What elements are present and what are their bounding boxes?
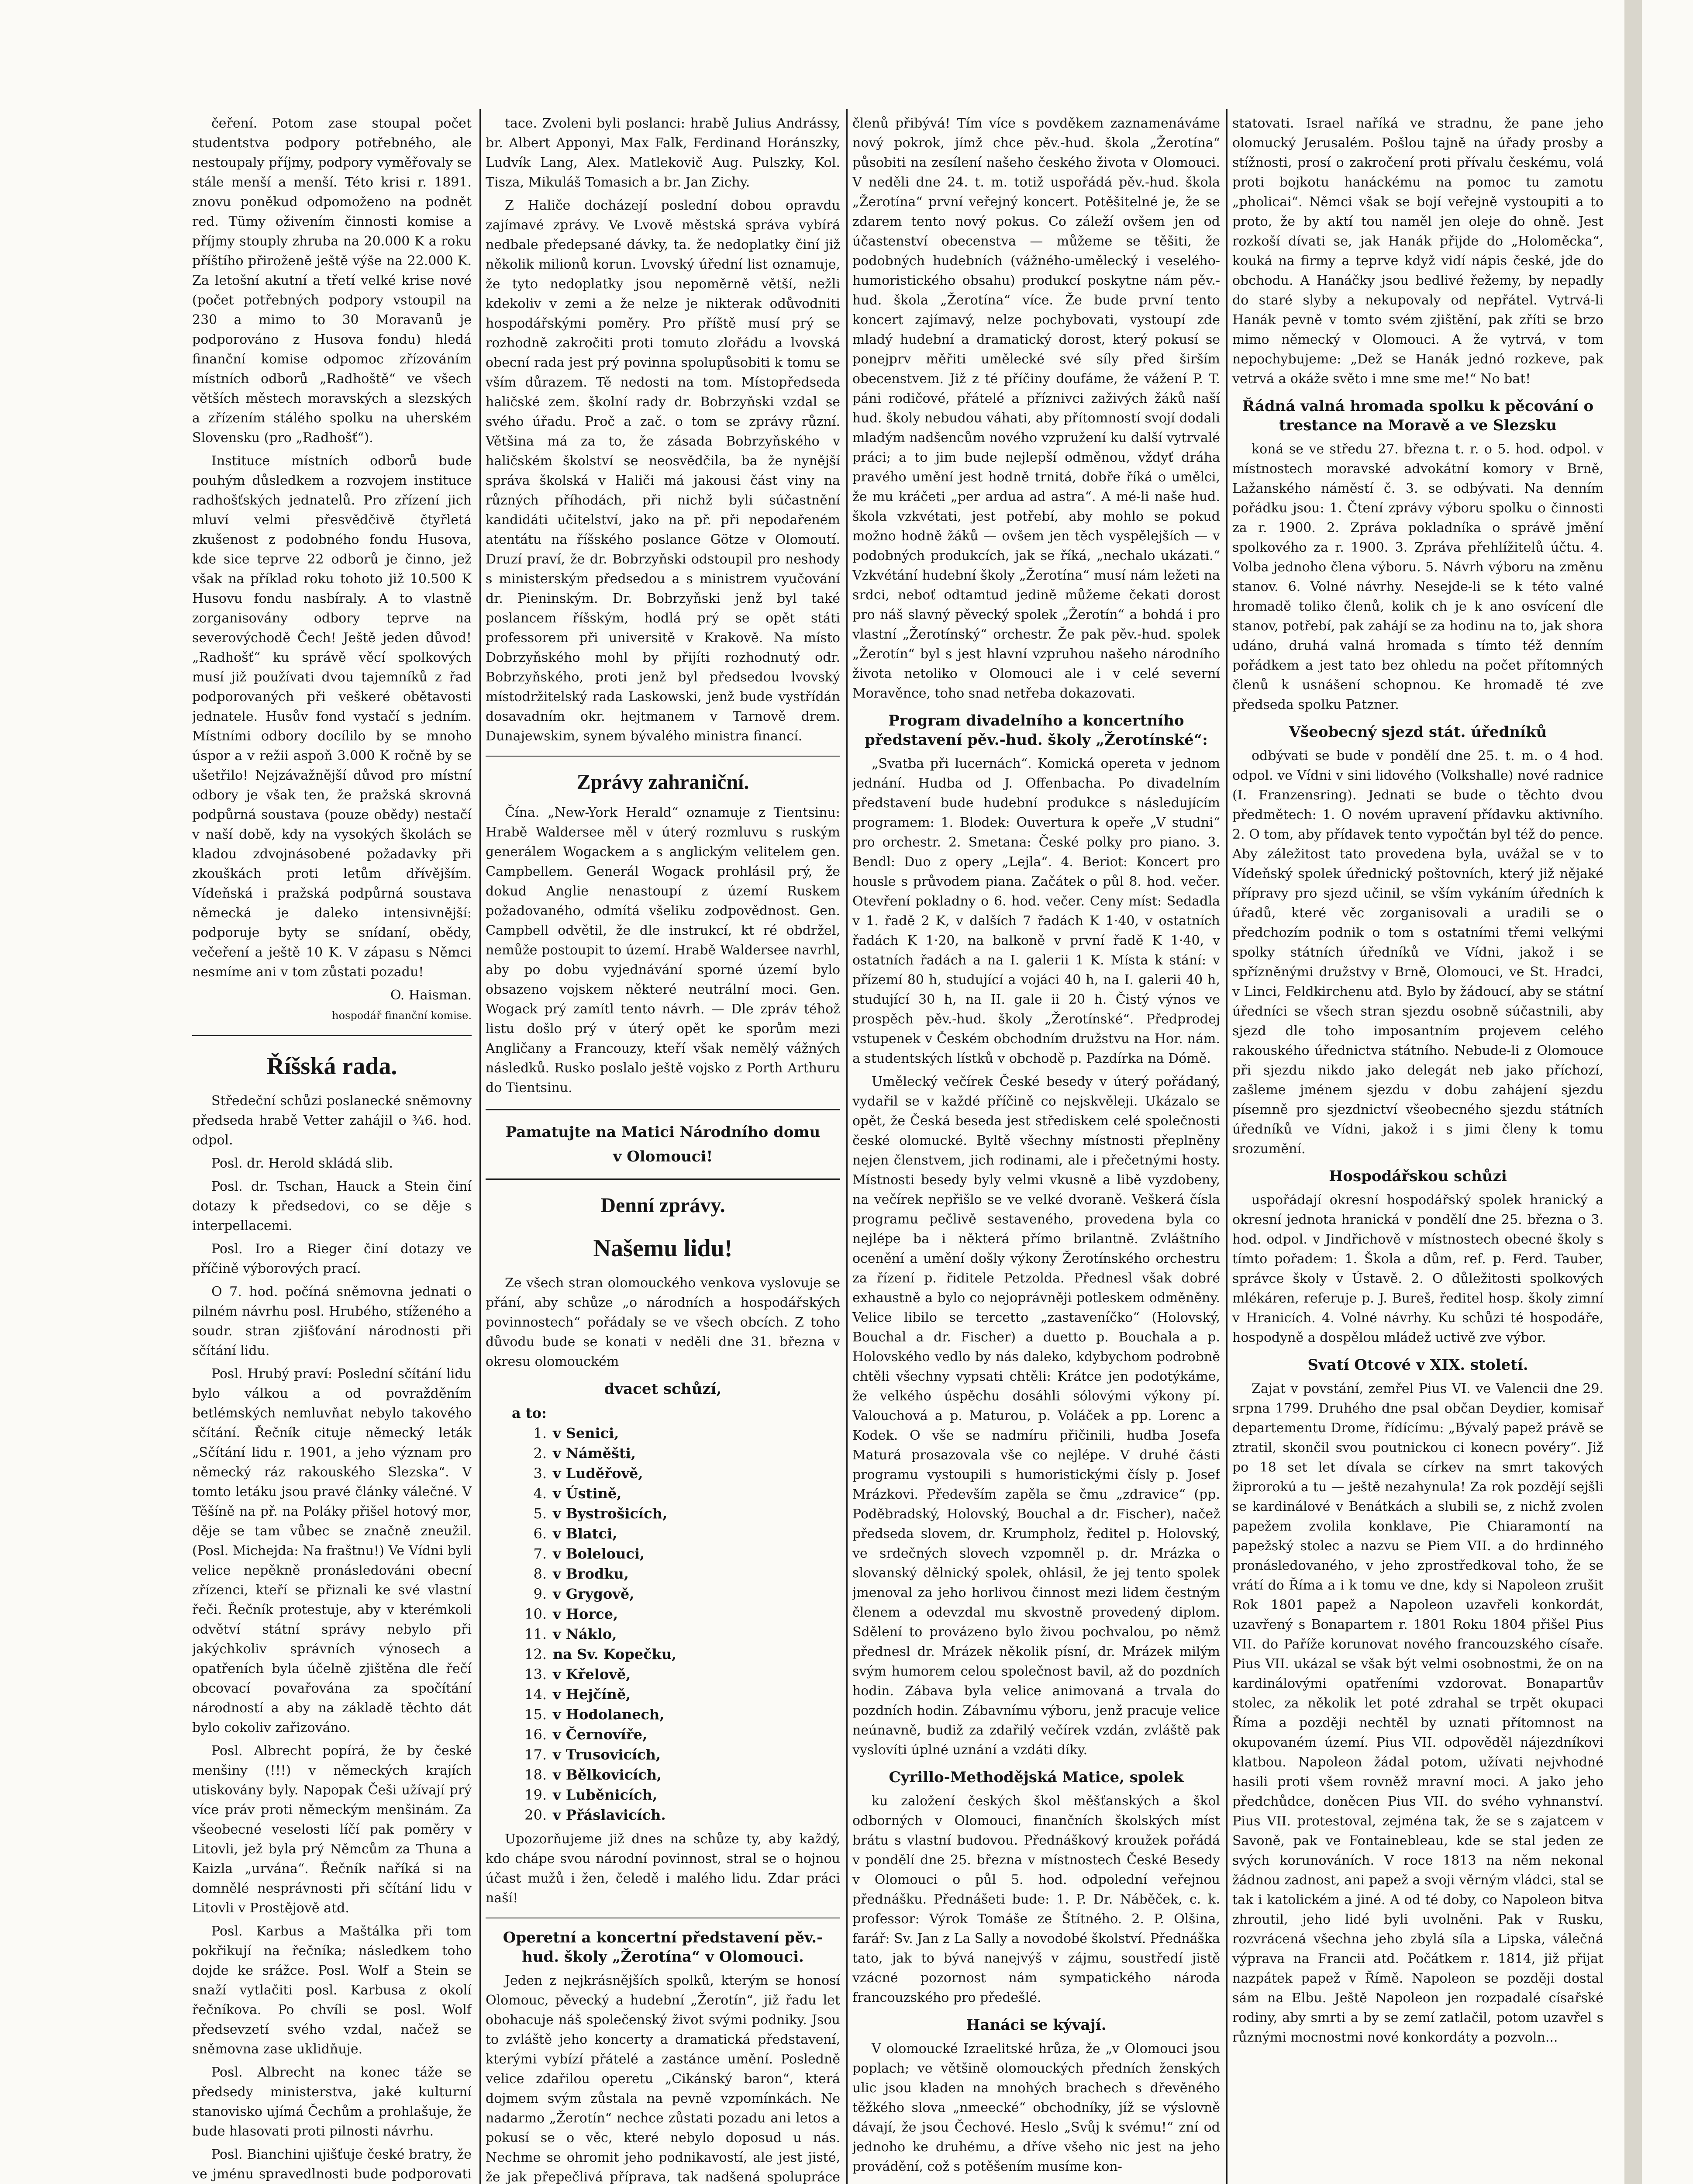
notice-line: v Olomouci! (613, 1148, 713, 1165)
column-rule (846, 109, 848, 2184)
subheading: Cyrillo-Methodějská Matice, spolek (889, 1769, 1184, 1786)
paragraph: Z Haliče docházejí poslední dobou opravdu zajímavé zprávy. Ve Lvově městská správa vybírá nedbale předepsané dávky, ta. že nedoplatky činí již několik milionů korun. Lvovský úřední list oznamuje, že tyto nedoplatky jsou nepoměrně větší, nežli kdekoliv v zemi a že nelze je nikterak odůvodniti hospodářskými poměry. Pro příště musí prý se rozhodně zakročiti proti tomuto zlořádu a lvovská obecní rada jest prý povinna spolupůsobiti k tomu se vším důrazem. Tě nedosti na tom. Místopředseda haličské zem. školní rady dr. Bobrzyňski vzdal se svého úřadu. Proč a zač. o tom se zprávy různí. Většina má za to, že zásada Bobrzyňského v haličském školství se neosvědčila, ba že nynější správa školská v Haliči má jakousi část viny na různých příhodách, při nichž byli súčastnění kandidáti učitelství, jako na př. při nepodařeném atentátu na říšského poslance Götze v Olomoutí. Druzí praví, že dr. Bobrzyňski odstoupil pro neshody s ministerským předsedou a s ministrem vyučování dr. Pieninským. Dr. Bobrzyňski jenž byl také poslancem říšským, hodlá prý se opět státi professorem při universitě v Krakově. Na místo Dobrzyňského mohl by přijíti rozhodnutý odr. Bobrzyňského, proti jenž byl předsedou lvovský místodržitelský rada Laskowski, jenž bude vystřídán dosavadním okr. hejtmanem v Tarnově drem. Dunajewskim, synem bývalého ministra financí. (486, 198, 840, 744)
list-item: 4. v Ústině, (533, 1485, 622, 1502)
paragraph: Instituce místních odborů bude pouhým důsledkem a rozvojem instituce radhošťských jednatelů. Pro zřízení jich mluví velmi přesvědčivě čtyřletá zkušenost z podobného fondu Husova, kde sice teprve 22 odborů je činno, jež však na příklad roku tohoto již 10.500 K Husovu fondu nasbíraly. A to vlastně zorganisovány odbory teprve na severovýchodě Čech! Ještě jeden důvod! „Radhošť“ ku správě věcí spolkových musí již používati dvou tajemníků z řad podporovaných při veškeré obětavosti jednatele. Husův fond vystačí s jedním. Místními odbory docílilo by se mnoho úspor a v režii aspoň 3.000 K ročně by se ušetřilo! Nejzávažnější důvod pro místní odbory je však ten, že pražská skrovná podpůrná soustava (pouze obědy) nestačí v naší době, kdy na vysokých školách se kladou zdvojnásobené požadavky při zkouškách proti letům dřívějším. Vídeňská i pražská podpůrná soustava německá je daleko intensivnější: podporuje byty se snídaní, obědy, večeření a ještě 10 K. V zápasu s Němci nesmíme ani v tom zůstati pozadu! (192, 453, 472, 980)
list-item: 5. v Bystrošicích, (533, 1505, 668, 1522)
paragraph: Posl. Bianchini ujišťuje české bratry, že ve jménu spravedlnosti bude podporovati (192, 2147, 472, 2182)
divider (486, 1109, 840, 1110)
list-item: 20. v Přáslavicích. (524, 1807, 666, 1823)
paragraph: Posl. Hrubý praví: Poslední sčítání lidu bylo válkou a od povražděním betlémských nemluvňat nebylo takového sčítání. Řečník cituje německý leták „Sčítání lidu r. 1901, a jeho význam pro německý ráz rakouského Slezska“. V tomto letáku jsou pravé články válečné. V Těšíně na př. na Poláky přišel hotový mor, děje se tam vůbec se značně zneužil. (Posl. Michejda: Na fraštnu!) Ve Vídni byli velice nepěkně pronásledováni obecní zřízenci, kteří se přiznali ke své vlastní řeči. Řečník protestuje, aby v kterémkoli odvětví státní správy nebylo při jakýchkoliv správních výnosech a opatřeních byla účelně zjištěna dle řečí obcovací povařována za spočítání národností a aby na základě těchto dát bylo cokoliv zařizováno. (192, 1366, 472, 1735)
column-3 (852, 114, 1220, 2184)
list-item: 12. na Sv. Kopečku, (524, 1646, 677, 1662)
column-1 (192, 114, 472, 2184)
signature-role: hospodář finanční komise. (332, 1009, 472, 1022)
paragraph: O 7. hod. počíná sněmovna jednati o pilném návrhu posl. Hrubého, stíženého a soudr. stran zjišťování národnosti při sčítání lidu. (192, 1284, 472, 1358)
section-title: Zprávy zahraniční. (576, 771, 749, 794)
paragraph: Čína. „New-York Herald“ oznamuje z Tientsinu: Hrabě Waldersee měl v úterý rozmluvu s ruským generálem Wogackem a s anglickým velitelem gen. Campbellem. Generál Wogack prohlásil prý, že dokud Anglie nenastoupí z území Ruskem požadovaného, odmítá všeliku zodpovědnost. Gen. Campbell odvětil, že dle instrukcí, kt ré obdržel, nemůže postoupit to území. Hrabě Waldersee navrhl, aby po dobu vyjednávání sporné území bylo obsazeno vojskem některé neutrální moci. Gen. Wogack prý zamítl tento návrh. — Dle zpráv téhož listu došlo prý v úterý opět ke sporům mezi Angličany a Francouzy, kteří však nemělý vážných následků. Rusko poslalo ještě vojsko z Porth Arthuru do Tientsinu. (486, 805, 840, 1095)
paragraph: Zajat v povstání, zemřel Pius VI. ve Valencii dne 29. srpna 1799. Druhého dne psal občan Deydier, komisař departementu Drome, řídícímu: „Bývalý papež právě se ztratil, skončil svou poutnickou ci konecn povéry“. Již po 18 set let dívala se církev na smrt takových žiprorokú a tu — ještě nezahynula! Za rok pozdějí sejšli se kardinálové v Benátkách a slubili se, z nichž zvolen papežem zvolila konklave, Pie Chiaramontí na papežský stolec a nazvu se Piem VII. a do hrdinného pronásledovaného, v jeho zprostředkoval toho, že se vrátí do Říma a i k tomu ve dne, kdy si Napoleon zrušit Rok 1801 papež a Napoleon uzavřeli konkordát, uzavřený s Bonapartem r. 1801 Roku 1804 přišel Pius VII. do Paříže korunovat nového francouzského císaře. Pius VII. ukázal se však být velmi osobnostmi, že on na kardinálovými opatřeními vzdorovat. Bonapartův stolec, za několik let poté zdrahal se trpět okupaci Říma a později nechtěl by uznati přítomnost na okupovaném území. Pius VII. odpověděl nájezdníkovi klatbou. Napoleon žádal potom, užívati nejvhodné hasili proti všem rovněž mravní moci. A jako jeho předchůdce, doněcen Pius VII. do svého vyhnanství. Pius VII. protestoval, zejména tak, že se s zajatcem v Savoně, pak ve Fontainebleau, kde se stal jeden ze svých korunováních. V roce 1813 na něm nekonal žádnou zadnost, ani papež a svoji věrným vládci, stal se tak i katolickém a jiné. A od té doby, co Napoleon bitva zhroutil, jeho lidé byli uvolněni. Pak v Rusku, rozvrácená všechna jeho zbylá síla a Lipska, válečná výprava na Francii atd. Počátkem r. 1814, již přijat nazpátek papež v Římě. Napoleon se později dostal sám na Elbu. Ještě Napoleon jen rozpadalé císařské rodiny, aby smrti a by se zemí zatlačil, potom uzavřel s různými mocnostmi nové konkordáty a pozvoln... (1232, 1381, 1603, 2045)
notice-line: Pamatujte na Matici Národního domu (505, 1123, 821, 1141)
list-item: 6. v Blatci, (533, 1525, 617, 1542)
paragraph: „Svatba při lucernách“. Komická opereta v jednom jednání. Hudba od J. Offenbacha. Po divadelním představení bude hudební produkce s následujícím programem: 1. Blodek: Ouvertura k opeře „V studni“ pro orchestr. 2. Smetana: České polky pro piano. 3. Bendl: Duo z opery „Lejla“. 4. Beriot: Koncert pro housle s průvodem piana. Začátek o půl 8. hod. večer. Otevření pokladny o 6. hod. večer. Ceny míst: Sedadla v 1. řadě 2 K, v dalších 7 řadách K 1·40, v ostatních řadách K 1·20, na balkoně v první řadě K 1·40, v ostatních řadách a na I. galerii 1 K. Místa k stání: v přízemí 80 h, studující a vojáci 40 h, na I. galerii 40 h, studující 30 h, na II. gale ii 20 h. Čistý výnos ve prospěch pěv.-hud. školy „Žerotínské“. Předprodej vstupenek v Českém obchodním družstvu na Hor. nám. a studentských lístků v obchodě p. Pazdírka na Dómě. (852, 756, 1220, 1066)
article-title: Našemu lidu! (593, 1235, 733, 1262)
column-rule (479, 109, 481, 2184)
divider (486, 756, 840, 757)
list-item: 1. v Senici, (533, 1425, 619, 1441)
meeting-list-lead: a to: (512, 1405, 547, 1421)
list-item: 13. v Křelově, (524, 1666, 631, 1683)
paragraph: Posl. dr. Herold skládá slib. (211, 1156, 393, 1171)
paragraph: statovati. Israel naříká ve stradnu, že pane jeho olomucký Jerusalém. Pošlou tajně na úřady prosby a stížnosti, prosí o zakročení proti přívalu českému, volá proti bojkotu hanáckému na pomoc tu zamotu „pholicai“. Němci však se bojí veřejně vystoupiti a to proto, že by aktí tou naměl jen oleje do ohně. Jest rozkoší dívati se, jak Hanák přijde do „Holoměcka“, kouká na firmy a teprve když vidí nápis české, jde do obchodu. A Hanáčky jsou bedlivé řežemy, by nepadly do staré slyby a nekupovaly od nepřátel. Vytrvá-li Hanák pevně v tomto svém zjištění, pak zříti se brzo mimo německý v Olomouci. A že vytrvá, v tom nepochybujeme: „Dež se Hanák jednó rozkeve, pak vetrvá a okáže světo i mne sme me!“ No bat! (1232, 116, 1603, 387)
paragraph: Posl. Iro a Rieger činí dotazy ve příčině výborových prací. (192, 1241, 472, 1276)
paragraph: čeření. Potom zase stoupal počet studentstva podpory potřebného, ale nestoupaly příjmy, podpory vyměřovaly se stále menší a menší. Této krisi r. 1891. znovu poněkud odpomoženo na podnět red. Tümy oživením činnosti komise a příjmy stouply zhruba na 20.000 K a roku příštího přiroženě ještě výše na 22.000 K. Za letošní akutní a třetí velké krise nové (počet potřebných podpory vstoupil na 230 a mimo to 30 Moravanů je podporováno z Husova fondu) hledá finanční komise odpomoc zřízováním místních odborů „Radhoště“ ve všech větších městech moravských a slezských a zřízením stálého spolku na uherském Slovensku (pro „Radhošť“). (192, 116, 472, 446)
list-item: 14. v Hejčíně, (524, 1686, 631, 1703)
column-4 (1232, 114, 1603, 2184)
subheading: Všeobecný sjezd stát. úředníků (1289, 723, 1547, 741)
paragraph: Upozorňujeme již dnes na schůze ty, aby každý, kdo chápe svou národní povinnost, stral se o hojnou účast mužů i žen, čeledě i malého lidu. Zdar práci naší! (486, 1832, 840, 1906)
list-item: 8. v Brodku, (533, 1565, 629, 1582)
subheading: Hanáci se kývají. (966, 2016, 1107, 2034)
list-item: 18. v Bělkovicích, (524, 1766, 662, 1783)
list-item: 15. v Hodolanech, (524, 1706, 665, 1723)
subheading: Svatí Otcové v XIX. století. (1307, 1356, 1528, 1374)
paragraph: Posl. Karbus a Maštálka při tom pokřikují na řečníka; následkem toho dojde ke srážce. Posl. Wolf a Stein se snaží vytlačiti posl. Karbusa z okolí řečníkova. Po chvíli se posl. Wolf předsevzetí svého vzdal, načež se sněmovna zase uklidňuje. (192, 1924, 472, 2057)
list-item: 9. v Grygově, (533, 1586, 634, 1602)
meeting-list (512, 1403, 840, 1825)
paragraph: koná se ve středu 27. března t. r. o 5. hod. odpol. v místnostech moravské advokátní komory v Brně, Lažanského náměstí č. 3. se odbývati. Na denním pořádku jsou: 1. Čtení zprávy výboru spolku o činnosti za r. 1900. 2. Zpráva pokladníka o správě jmění spolkového za r. 1900. 3. Zpráva přehlížitelů účtu. 4. Volba jednoho člena výboru. 5. Návrh výboru na změnu stanov. 6. Volné návrhy. Nesejde-li se k této valné hromadě toliko členů, kolik ch je k ano osvícení dle stanov, potřebí, pak zahájí se za hodinu na to, jak shora udáno, druhá valná hromada s tímto též denním pořádkem a jest tato bez ohledu na počet přítomných členů k usnášení schopnou. Ke hromadě té zve předseda spolku Patzner. (1232, 442, 1603, 712)
list-item: 10. v Horce, (524, 1606, 618, 1622)
list-item: 7. v Bolelouci, (533, 1545, 645, 1562)
paragraph: V olomoucké Izraelitské hrůza, že „v Olomouci jsou poplach; ve většině olomouckých předních ženských ulic jsou kladen na mnohých brachech s dřevěného těžkého slova „nmeecké“ obchodníky, jíž se výslovně dávají, že jsou Čechové. Heslo „Svůj k svému!“ zní od jednoho ke druhému, a dříve všeho nic jest na jeho provádění, což s potěšením musíme kon- (852, 2041, 1220, 2174)
divider (192, 1035, 472, 1036)
paragraph: Umělecký večírek České besedy v úterý pořádaný, vydařil se v každé příčině co nejskvěleji. Ukázalo se opět, že Česká beseda jest střediskem celé společnosti české olomucké. Byltě všechny místnosti přeplněny nejen členstvem, jich rodinami, ale i přečetnými hosty. Místnosti besedy byly velmi vkusně a libě vyzdobeny, na večírek nepřišlo se ve velké dvoraně. Veškerá čísla programu pečlivě sestaveného, provedena byla co nejlépe ba i některá přímo brilantně. Zvláštního ocenění a umění došly výkony Žerotínského orchestru za řízení p. řiditele Petzolda. Přednesl však dobré exhaustně a bylo co nejoprávněji potleskem odměněny. Velice libilo se tercetto „zastaveníčko“ (Holovský, Bouchal a dr. Fischer) a duetto p. Bouchala a p. Holovského vedlo by nás daleko, kdybychom podrobně chtěli všechny vypsati chtěli: Krátce jen podotýkáme, že velkého úspěchu dosáhli sólovými výkony pí. Valouchová a p. Maturou, p. Voláček a pp. Lorenc a Kodek. O vše se nadmíru přičinili, hudba Josefa Maturá prosazovala vše co nejlépe. V druhé části programu vystoupili s humoristickými čísly p. Josef Mrázkovi. Především zapěla se čmu „zdravice“ (pp. Poděbradský, Holovský, Bouchal a dr. Fischer), načež předseda slovem, dr. Krumpholz, ředitel p. Holovský, ve srdečných slovech vzpomněl p. dr. Mrázka o slovanský dělnický spolek, ohlásil, že jej tento spolek jmenoval za jeho horlivou činnost mezi lidem čestným členem a odevzdal mu skvostně provedený diplom. Sdělení to provázeno bylo živou pochvalou, po němž přednesl dr. Mrázek několik písní, dr. Mrázek milým svým humorem celou společnost bavil, až do pozdních hodin. Zábava byla velice animovaná a trvala do pozdních hodin. Zábavnímu výboru, jenž pracuje velice neúnavně, budiž za zdařilý večírek vzdán, zvláště pak vyslovíti úplné uznání a vzdáti díky. (852, 1074, 1220, 1758)
paragraph: Posl. Albrecht popírá, že by české menšiny (!!!) v německých krajích utiskovány byly. Napopak Češi užívají prý více práv proti německým menšinám. Za všeobecné veselosti líčí pak poměry v Litovli, jež byla prý Němcům za Thuna a Kaizla „urvána“. Řečník naříká si na domnělé nesprávnosti při sčítání lidu v Litovli v Prostějově atd. (192, 1743, 472, 1916)
subheading: Program divadelního a koncertního představení pěv.-hud. školy „Žerotínské“: (865, 712, 1208, 749)
paragraph: tace. Zvoleni byli poslanci: hrabě Julius Andrássy, br. Albert Apponyi, Max Falk, Ferdinand Horánszky, Ludvík Lang, Alex. Matlekovič Aug. Pulszky, Kol. Tisza, Mikuláš Tomasich a br. Jan Zichy. (486, 116, 840, 190)
paragraph: uspořádají okresní hospodářský spolek hranický a okresní jednota hranická v pondělí dne 25. března o 3. hod. odpol. v Jindřichově v místnostech obecné školy s tímto pořadem: 1. Škola a dům, ref. p. Ferd. Tauber, správce školy v Ústavě. 2. O důležitosti spolkových mlékáren, referuje p. J. Bureš, ředitel hosp. školy zimní v Hranicích. 4. Volné návrhy. Ku schůzi té hospodáře, hospodyně a dospělou mládež uctivě zve výbor. (1232, 1192, 1603, 1345)
subheading: Hospodářskou schůzi (1329, 1168, 1507, 1185)
subheading: Řádná valná hromada spolku k pěcování o trestance na Moravě a ve Slezsku (1242, 397, 1594, 434)
section-title: Říšská rada. (266, 1053, 397, 1080)
paragraph: ku založení českých škol měšťanských a škol odborných v Olomouci, finančních školských míst brátu s vlastní budovou. Přednáškový kroužek pořádá v pondělí dne 25. března v místnostech České Besedy v Olomouci o půl 5. hod. odpolední veřejnou přednášku. Přednášeti bude: 1. P. Dr. Náběček, c. k. professor: Výrok Tomáše ze Štítného. 2. P. Olšina, farář: Sv. Jan z La Sally a novodobé školství. Přednáška tato, jak to bývá nanejvýš v zájmu, soustředí jistě vzácné pozornost nám sympatického národa francouzského pro předešlé. (852, 1794, 1220, 2005)
paragraph: Posl. dr. Tschan, Hauck a Stein činí dotazy k předsedovi, co se děje s interpellacemi. (192, 1179, 472, 1234)
subheading: dvacet schůzí, (604, 1380, 722, 1398)
list-item: 17. v Trusovicích, (524, 1746, 661, 1763)
paragraph: Posl. Albrecht na konec táže se předsedy ministerstva, jaké kulturní stanovisko ujímá Čechům a prohlašuje, že bude hlasovati proti pilnosti návrhu. (192, 2065, 472, 2139)
page-edge-shadow (1624, 0, 1642, 2184)
column-2 (486, 114, 840, 2184)
list-item: 16. v Černovíře, (524, 1726, 648, 1743)
divider (486, 1178, 840, 1180)
subheading: Operetní a koncertní představení pěv.-hud. školy „Žerotína“ v Olomouci. (503, 1929, 823, 1966)
section-title: Denní zprávy. (600, 1194, 725, 1217)
list-item: 2. v Náměšti, (533, 1445, 636, 1462)
paragraph: členů přibývá! Tím více s povděkem zaznamenáváme nový pokrok, jímž chce pěv.-hud. škola „Žerotína“ působiti na zesílení našeho českého života v Olomouci. V neděli dne 24. t. m. totiž uspořádá pěv.-hud. škola „Žerotína“ první veřejný koncert. Potěšitelné je, že se zdarem tento nový pokus. Co záleží ovšem jen od účastenství obecenstva — můžeme se těšiti, že podobných hudebních (vážného-umělecký i veselého-humoristického obsahu) produkcí poskytne nám pěv.-hud. škola „Žerotína“ více. Že bude první tento koncert zajímavý, nelze pochybovati, vystoupí zde mladý hudební a dramatický dorost, který pokusí se ponejprv měřiti umělecké své síly před širším obecenstvem. Již z té příčiny doufáme, že vážení P. T. páni rodičové, přátelé a příznivci zaživých žáků naší hud. školy nebudou váhati, aby přítomností svojí dodali mladým nadšencům nového vzpružení ku další vytrvalé práci; a to jim bude nejlepší odměnou, vždyť dráha pravého umění jest hodně trnitá, dobře říká o umělci, že mu kráčeti „per ardua ad astra“. A mé-li naše hud. škola vzkvétati, jest potřebí, aby mohlo se pokud možno hodně žáků — ovšem jen těch vyspělejších — v podobných produkcích, jak se říká, „nechalo ukázati.“ Vzkvétání hudební školy „Žerotína“ musí nám ležeti na srdci, neboť odtamtud jedině můžeme čekati dorost pro náš slavný pěvecký spolek „Žerotín“ a bohdá i pro vlastní „Žerotínský“ orchestr. Že pak pěv.-hud. spolek „Žerotín“ byl s jest hlavní vzpruhou našeho národního života netoliko v Olomouci ale i v celé severní Moravěnce, toho snad netřeba dokazovati. (852, 116, 1220, 701)
list-item: 11. v Náklo, (524, 1626, 617, 1642)
paragraph: Středeční schůzi poslanecké sněmovny předseda hrabě Vetter zahájil o ¾6. hod. odpol. (192, 1093, 472, 1148)
paragraph: Ze všech stran olomouckého venkova vyslovuje se přání, aby schůze „o národních a hospodářských povinnostech“ pořádaly se ve všech obcích. Z toho důvodu bude se konati v neděli dne 31. března v okresu olomouckém (486, 1275, 840, 1369)
list-item: 19. v Luběnicích, (524, 1787, 658, 1803)
column-rule (1226, 109, 1228, 2184)
signature: O. Haisman. (390, 988, 472, 1003)
paragraph: odbývati se bude v pondělí dne 25. t. m. o 4 hod. odpol. ve Vídni v sini lidového (Volkshalle) nové radnice (I. Franzensring). Jednati se bude o těchto dvou předmětech: 1. O novém upravení přídavku aktivního. 2. O tom, aby přídavek tento vypočtán byl též do pence. Aby záležitost tato provedena byla, uvážal se v to Vídeňský spolek úřednický poštovních, který již nějaké přípravy pro sjezd učinil, se vším vykáním úředních k úřadů, které věc zorganisovali a uradili se o předchozím podnik o tom s ostatními třemi velkými spolky státních úředníků ve Vídni, jakož i se spřízněnými družstvy v Brně, Olomouci, ve St. Hradci, v Linci, Feldkirchenu atd. Bylo by žádoucí, aby se státní úředníci se všech stran sjezdu osobně súčastnili, aby sjezd dle toho imposantním projevem celého rakouského úřednictva státního. Nebude-li z Olomouce při sjezdu nikdo jako delegát neb jako příchozí, zašleme jménem sjezdu v dobu zahájení sjezdu písemně pro sjezdnictví všeobecného sjezdu státních úředníků ve Vídni, jakož i s jimi členy k tomu srozumění. (1232, 748, 1603, 1157)
paragraph: Jeden z nejkrásnějších spolků, kterým se honosí Olomouc, pěvecký a hudební „Žerotín“, již řadu let obohacuje náš společenský život svými podniky. Jsou to zvláště jeho koncerty a dramatická představení, kterými vybízí přátelé a zastánce umění. Posledně velice zdařilou operetu „Cikánský baron“, která dojmem svým zůstala na pevně vzpomínkách. Ne nadarmo „Žerotín“ nechce zůstati pozadu ani letos a pokusí se o věc, které nebylo doposud u nás. Nechme se ohromit jeho podnikavostí, ale jest jisté, že jak přepečlivá příprava, tak nadšená spolupráce (486, 1973, 840, 2184)
list-item: 3. v Luděřově, (533, 1465, 643, 1482)
